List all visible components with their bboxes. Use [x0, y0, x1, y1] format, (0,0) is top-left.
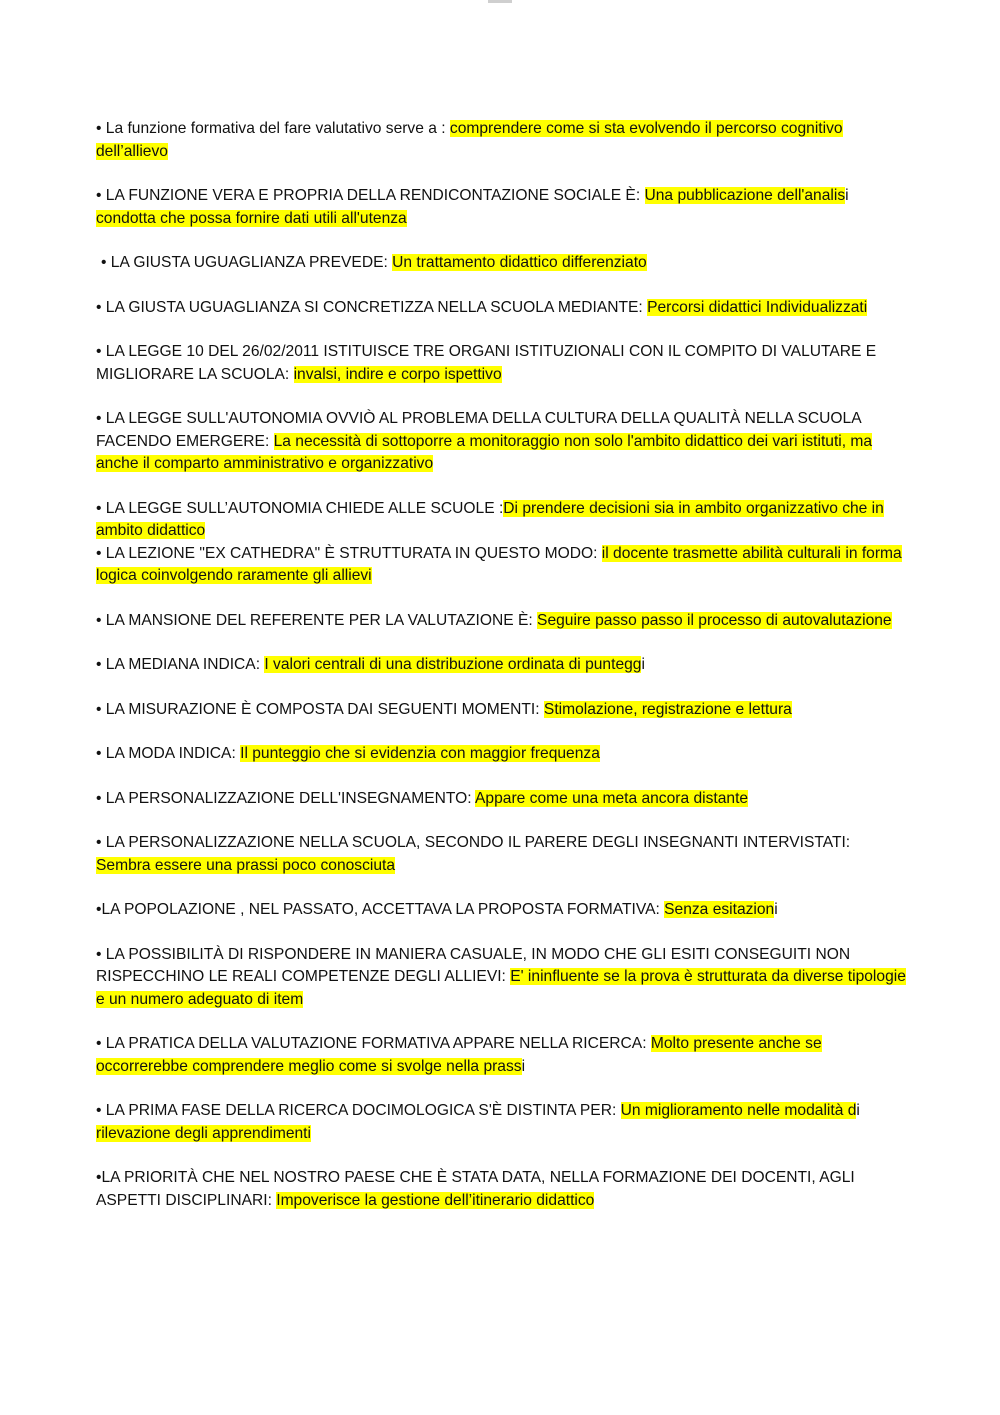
- highlighted-answer: Un trattamento didattico differenziato: [392, 254, 647, 271]
- question-text: • LA PERSONALIZZAZIONE DELL'INSEGNAMENTO:: [96, 789, 476, 807]
- question-text: • LA GIUSTA UGUAGLIANZA SI CONCRETIZZA NELLA SCUOLA MEDIANTE:: [96, 298, 648, 316]
- qa-item-14: [96, 832, 906, 877]
- qa-item-1: [96, 118, 906, 163]
- qa-item-5: [96, 341, 906, 386]
- answer-tail: i: [641, 656, 645, 673]
- highlighted-answer: Sembra essere una prassi poco conosciuta: [96, 856, 396, 874]
- question-text: • La funzione formativa del fare valutativo serve a :: [96, 120, 450, 137]
- highlighted-answer: invalsi, indire e corpo ispettivo: [293, 365, 502, 383]
- qa-item-16: [96, 944, 906, 1012]
- qa-item-7: [96, 498, 906, 543]
- highlighted-answer: Il punteggio che si evidenzia con maggior frequenza: [240, 745, 600, 762]
- highlighted-answer: Appare come una meta ancora distante: [475, 789, 749, 807]
- highlighted-answer: E' ininfluente se la prova è strutturata da diverse tipologie e un numero adeguato di item: [96, 968, 906, 1008]
- highlighted-answer: Un miglioramento nelle modalità d: [620, 1102, 857, 1119]
- highlighted-answer: comprendere come si sta evolvendo il percorso cognitivo dell’allievo: [96, 120, 843, 160]
- qa-item-11: [96, 699, 906, 722]
- qa-item-13: [96, 788, 906, 811]
- question-text: • LA MANSIONE DEL REFERENTE PER LA VALUTAZIONE È:: [96, 611, 538, 629]
- answer-tail: i: [856, 1102, 860, 1119]
- qa-item-12: [96, 743, 906, 766]
- question-text: • LA MISURAZIONE È COMPOSTA DAI SEGUENTI MOMENTI:: [96, 700, 544, 718]
- question-text: • LA GIUSTA UGUAGLIANZA PREVEDE:: [101, 254, 393, 271]
- question-text: • LA LEGGE SULL’AUTONOMIA CHIEDE ALLE SCUOLE :: [96, 499, 504, 517]
- qa-item-18: [96, 1100, 906, 1145]
- highlighted-answer: Senza esitazion: [664, 901, 775, 918]
- qa-item-8: [96, 543, 906, 588]
- highlighted-answer: Percorsi didattici Individualizzati: [647, 298, 868, 316]
- question-text: • LA LEZIONE "EX CATHEDRA" È STRUTTURATA IN QUESTO MODO:: [96, 544, 602, 562]
- highlighted-answer: La necessità di sottoporre a monitoraggio non solo l'ambito didattico dei vari istituti, ma anche il comparto amministrativo e organizzativo: [96, 432, 873, 472]
- question-text: • LA PERSONALIZZAZIONE NELLA SCUOLA, SECONDO IL PARERE DEGLI INSEGNANTI INTERVISTATI:: [96, 834, 851, 851]
- highlighted-answer-continued: condotta che possa fornire dati utili all'utenza: [96, 209, 407, 227]
- qa-item-2: [96, 185, 906, 230]
- question-text: • LA MODA INDICA:: [96, 745, 241, 762]
- highlighted-answer-continued: rilevazione degli apprendimenti: [96, 1124, 311, 1142]
- question-text: • LA PRATICA DELLA VALUTAZIONE FORMATIVA APPARE NELLA RICERCA:: [96, 1035, 651, 1052]
- question-text: •LA POPOLAZIONE , NEL PASSATO, ACCETTAVA LA PROPOSTA FORMATIVA:: [96, 901, 665, 918]
- highlighted-answer: Seguire passo passo il processo di autovalutazione: [537, 611, 892, 629]
- highlighted-answer: il docente trasmette abilità culturali in forma logica coinvolgendo raramente gli allievi: [96, 544, 902, 584]
- qa-item-4: [96, 297, 906, 320]
- answer-tail: i: [774, 901, 778, 918]
- qa-item-19: [96, 1167, 906, 1212]
- question-text: • LA MEDIANA INDICA:: [96, 656, 265, 673]
- qa-item-10: [96, 654, 906, 677]
- answer-tail: i: [521, 1057, 526, 1075]
- qa-item-3: [96, 252, 906, 275]
- highlighted-answer: Stimolazione, registrazione e lettura: [543, 700, 792, 718]
- page-header-mark: [488, 0, 512, 3]
- qa-item-9: [96, 610, 906, 633]
- qa-item-6: [96, 408, 906, 476]
- question-text: • LA PRIMA FASE DELLA RICERCA DOCIMOLOGICA S'È DISTINTA PER:: [96, 1102, 621, 1119]
- question-text: •LA PRIORITÀ CHE NEL NOSTRO PAESE CHE È STATA DATA, NELLA FORMAZIONE DEI DOCENTI, AGLI ASPETTI DISCIPLINARI:: [96, 1169, 855, 1209]
- question-text: • LA POSSIBILITÀ DI RISPONDERE IN MANIERA CASUALE, IN MODO CHE GLI ESITI CONSEGUITI NON RISPECCHINO LE REALI COMPETENZE DEGLI ALLIEVI:: [96, 945, 851, 985]
- document-page: [96, 118, 906, 1234]
- question-text: • LA FUNZIONE VERA E PROPRIA DELLA RENDICONTAZIONE SOCIALE È:: [96, 187, 645, 204]
- qa-item-17: [96, 1033, 906, 1078]
- highlighted-answer: I valori centrali di una distribuzione ordinata di puntegg: [264, 656, 642, 673]
- highlighted-answer: Impoverisce la gestione dell’itinerario didattico: [276, 1191, 595, 1209]
- highlighted-answer: Una pubblicazione dell'analis: [644, 187, 846, 204]
- qa-item-15: [96, 899, 906, 922]
- highlighted-answer: Di prendere decisioni sia in ambito organizzativo che in ambito didattico: [96, 499, 884, 539]
- highlighted-answer: Molto presente anche se occorrerebbe comprendere meglio come si svolge nella prass: [96, 1035, 822, 1075]
- answer-tail: i: [845, 187, 849, 204]
- question-text: • LA LEGGE 10 DEL 26/02/2011 ISTITUISCE TRE ORGANI ISTITUZIONALI CON IL COMPITO DI VALUTARE E MIGLIORARE LA SCUOLA:: [96, 343, 877, 383]
- question-text: • LA LEGGE SULL'AUTONOMIA OVVIÒ AL PROBLEMA DELLA CULTURA DELLA QUALITÀ NELLA SCUOLA FACENDO EMERGERE:: [96, 410, 861, 450]
